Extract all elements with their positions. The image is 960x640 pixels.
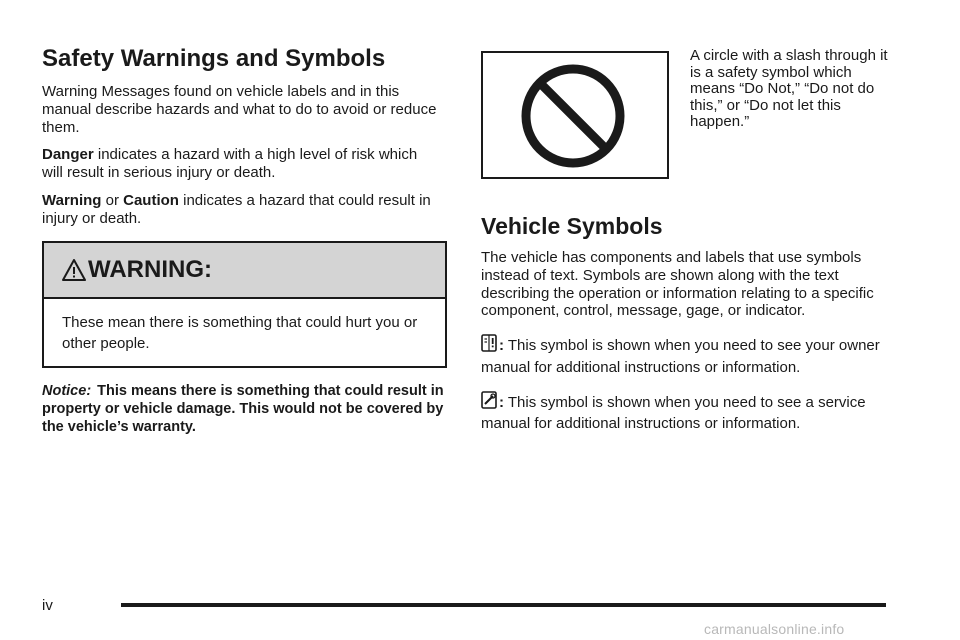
danger-paragraph <box>42 146 442 181</box>
service-symbol-colon: : <box>499 393 504 411</box>
service-manual-symbol-paragraph <box>481 391 891 436</box>
owner-manual-icon <box>481 334 497 352</box>
owner-manual-symbol-paragraph <box>481 334 891 379</box>
sign-description: A circle with a slash through it is a safety symbol which means “Do Not,” “Do not do this,” or “Do not let this happen.” <box>690 47 888 130</box>
service-symbol-text: This symbol is shown when you need to see a service manual for additional instructions or information. <box>481 393 866 433</box>
watermark: carmanualsonline.info <box>704 621 845 637</box>
warning-caution-text: indicates a hazard that could result in injury or death. <box>42 191 431 227</box>
notice-text: This means there is something that could result in property or vehicle damage. This would not be covered by the vehicle’s warranty. <box>42 383 444 435</box>
vehicle-intro: The vehicle has components and labels that use symbols instead of text. Symbols are shown along with the text describing the operation or information relating to a specific component, control, message, gage, or indicator. <box>481 249 874 320</box>
notice-paragraph <box>42 383 446 436</box>
owner-symbol-colon: : <box>499 337 504 355</box>
intro-paragraph: Warning Messages found on vehicle labels and in this manual describe hazards and what to do to avoid or reduce them. <box>42 83 437 136</box>
warning-caution-paragraph <box>42 192 442 227</box>
circle-slash-icon <box>518 61 628 171</box>
warning-term: Warning <box>42 191 102 209</box>
vehicle-symbols-title: Vehicle Symbols <box>481 213 663 239</box>
warning-box-body: These mean there is something that could hurt you or other people. <box>62 314 418 353</box>
notice-label: Notice: <box>42 383 92 400</box>
danger-text: indicates a hazard with a high level of risk which will result in serious injury or death. <box>42 146 418 182</box>
footer-rule <box>121 603 886 607</box>
left-column <box>42 46 448 436</box>
vehicle-symbols-section <box>481 214 891 445</box>
warning-box-title: WARNING: <box>88 256 212 284</box>
owner-symbol-text: This symbol is shown when you need to see your owner manual for additional instructions or information. <box>481 337 880 376</box>
warning-box <box>42 241 447 368</box>
warning-triangle-icon <box>62 258 86 282</box>
page-title: Safety Warnings and Symbols <box>42 45 386 72</box>
do-not-sign-box <box>481 51 669 179</box>
page-number: iv <box>42 597 53 614</box>
caution-term: Caution <box>123 191 179 209</box>
or-word: or <box>101 191 124 209</box>
warning-box-header <box>44 243 445 299</box>
danger-term: Danger <box>42 146 94 164</box>
service-manual-icon <box>481 391 497 409</box>
